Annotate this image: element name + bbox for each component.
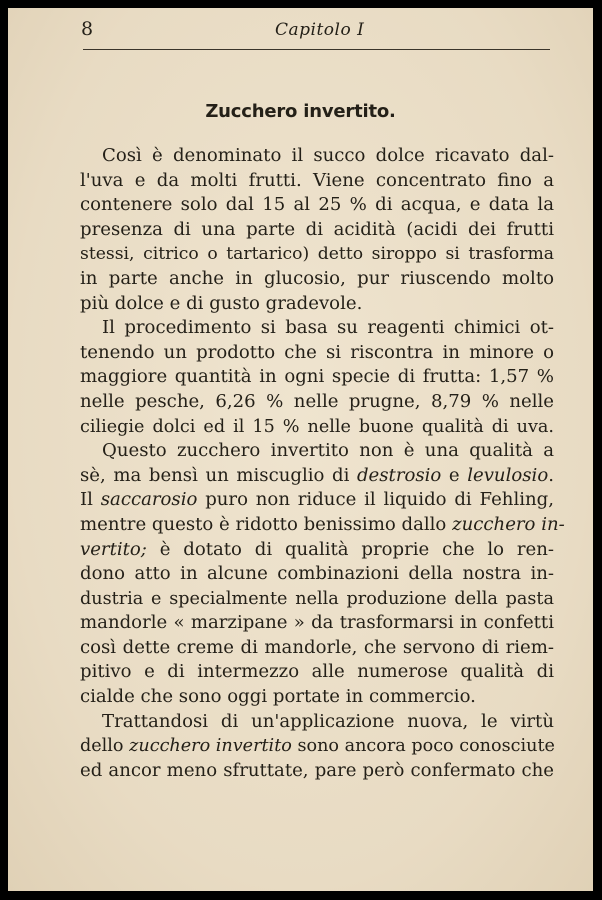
text-line: dustria e specialmente nella produzione della pasta (80, 588, 554, 609)
text-run: Il (80, 489, 101, 511)
text-run: sè, ma bensì un miscuglio di (80, 464, 357, 486)
text-line: ciliegie dolci ed il 15 % nelle buone qualità di uva. (80, 416, 554, 437)
text-line: pitivo e di intermezzo alle numerose qualità di (80, 661, 554, 683)
text-line (80, 538, 554, 563)
text-line: più dolce e di gusto gradevole. (80, 292, 363, 314)
italic-term: vertito; (80, 538, 147, 560)
text-run: dello (80, 736, 130, 757)
text-line: Il procedimento si basa su reagenti chimici ot- (102, 317, 554, 339)
text-line: cialde che sono oggi portate in commercio. (80, 686, 476, 708)
text-line (80, 734, 554, 759)
text-line: presenza di una parte di acidità (acidi dei frutti (80, 218, 554, 240)
text-run: mentre questo è ridotto benissimo dallo (80, 513, 453, 535)
text-line (80, 464, 554, 489)
italic-term: saccarosio (100, 489, 198, 511)
text-run: sono ancora poco conosciute (291, 736, 555, 757)
text-line: così dette creme di mandorle, che servono di riem- (80, 636, 554, 658)
text-line: dono atto in alcune combinazioni della nostra in- (80, 563, 554, 585)
italic-term: zucchero in- (452, 513, 565, 535)
italic-term: levulosio (467, 464, 549, 486)
text-run: puro non riduce il liquido di Fehling, (197, 489, 554, 511)
book-page (8, 8, 593, 891)
text-line: nelle pesche, 6,26 % nelle prugne, 8,79 % nelle (80, 390, 554, 412)
header-rule (83, 49, 550, 50)
text-line: mandorle « marzipane » da trasformarsi in confetti (80, 612, 554, 634)
running-head: Capitolo I (275, 20, 365, 40)
text-line: maggiore quantità in ogni specie di frutta: 1,57 % (80, 366, 554, 388)
text-line: l'uva e da molti frutti. Viene concentrato fino a (80, 169, 554, 191)
text-line: tenendo un prodotto che si riscontra in minore o (80, 341, 554, 363)
text-run: . (548, 464, 554, 486)
text-line: Così è denominato il succo dolce ricavato dal- (102, 145, 554, 166)
body-text (80, 144, 565, 783)
italic-term: zucchero invertito (129, 736, 292, 757)
italic-term: destrosio (356, 464, 442, 486)
section-title: Zucchero invertito. (205, 101, 396, 122)
text-line (80, 513, 565, 538)
text-run: è dotato di qualità proprie che lo ren- (146, 538, 554, 560)
text-line: Trattandosi di un'applicazione nuova, le virtù (102, 710, 554, 732)
text-line: contenere solo dal 15 al 25 % di acqua, e data la (80, 194, 554, 216)
text-line: ed ancor meno sfruttate, pare però confermato che (80, 759, 554, 781)
text-line: stessi, citrico o tartarico) detto siroppo si trasforma (80, 244, 554, 265)
text-line: Questo zucchero invertito non è una qualità a (102, 440, 554, 462)
page-number: 8 (81, 18, 94, 40)
text-line (80, 488, 554, 513)
text-run: e (441, 464, 468, 486)
text-line: in parte anche in glucosio, pur riuscendo molto (80, 267, 554, 289)
